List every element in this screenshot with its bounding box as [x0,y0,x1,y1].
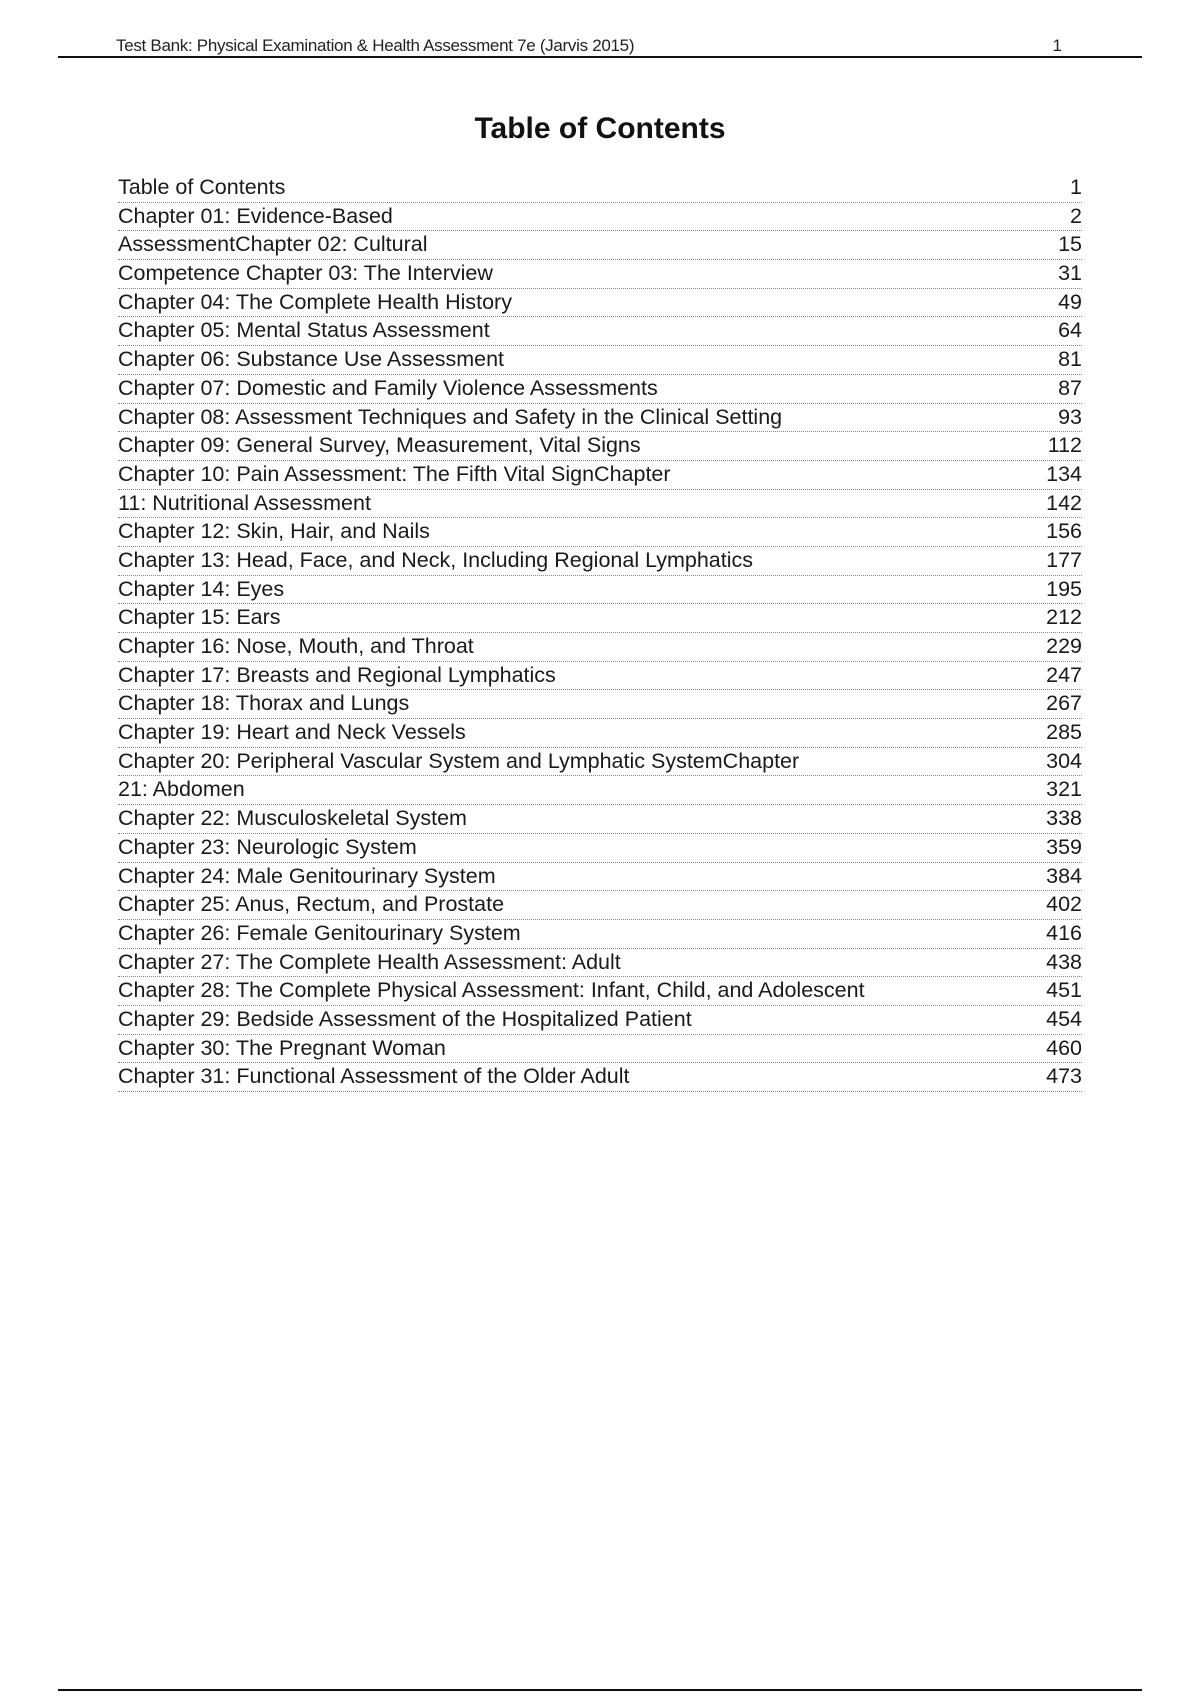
toc-entry-page: 212 [1046,605,1082,630]
toc-entry-label: Competence Chapter 03: The Interview [118,261,493,286]
toc-entry-label: Table of Contents [118,175,286,199]
toc-entry[interactable] [118,317,1082,346]
toc-entry-page: 93 [1058,404,1082,429]
toc-entry-page: 338 [1046,806,1082,831]
toc-entry-label: Chapter 06: Substance Use Assessment [118,347,505,372]
toc-entry[interactable] [118,432,1082,461]
toc-entry-label: Chapter 12: Skin, Hair, and Nails [118,519,430,544]
toc-entry-label: Chapter 13: Head, Face, and Neck, Including Regional Lymphatics [118,547,754,572]
document-title: Test Bank: Physical Examination & Health Assessment 7e (Jarvis 2015) [116,36,635,55]
toc-entry[interactable] [118,289,1082,318]
toc-entry-label: AssessmentChapter 02: Cultural [118,232,428,257]
toc-entry-page: 31 [1058,261,1082,286]
toc-entry-label: Chapter 22: Musculoskeletal System [118,806,467,831]
toc-entry[interactable] [118,576,1082,605]
toc-entry[interactable] [118,748,1082,777]
toc-entry-page: 359 [1046,834,1082,859]
toc-entry-label: Chapter 25: Anus, Rectum, and Prostate [118,892,505,917]
toc-entry-page: 142 [1046,490,1082,515]
toc-entry[interactable] [118,260,1082,289]
toc-entry-page: 156 [1046,519,1082,544]
footer-rule [58,1689,1142,1691]
toc-entry-page: 1 [1070,175,1082,199]
toc-entry-page: 87 [1058,375,1082,400]
toc-entry-label: Chapter 05: Mental Status Assessment [118,318,490,343]
toc-heading: Table of Contents [474,112,726,145]
toc-entry[interactable] [118,920,1082,949]
toc-list [118,174,1082,1092]
toc-entry[interactable] [118,949,1082,978]
toc-entry[interactable] [118,375,1082,404]
toc-entry[interactable] [118,1063,1082,1092]
toc-entry[interactable] [118,805,1082,834]
toc-entry-page: 112 [1047,433,1082,458]
toc-entry-label: 11: Nutritional Assessment [118,490,371,515]
toc-entry[interactable] [118,231,1082,260]
toc-entry-label: Chapter 29: Bedside Assessment of the Hospitalized Patient [118,1006,692,1031]
toc-entry[interactable] [118,633,1082,662]
toc-entry-page: 229 [1046,634,1082,658]
toc-entry[interactable] [118,547,1082,576]
toc-entry-page: 473 [1046,1064,1082,1089]
toc-entry-page: 49 [1058,289,1082,314]
toc-entry[interactable] [118,1006,1082,1035]
toc-entry-label: Chapter 01: Evidence-Based [118,203,393,228]
toc-entry-label: 21: Abdomen [118,777,245,802]
toc-entry[interactable] [118,863,1082,892]
toc-entry[interactable] [118,461,1082,490]
toc-entry-page: 64 [1058,318,1082,343]
toc-entry-label: Chapter 20: Peripheral Vascular System and Lymphatic SystemChapter [118,748,800,773]
toc-entry-label: Chapter 31: Functional Assessment of the Older Adult [118,1064,630,1089]
toc-entry-page: 134 [1046,461,1082,486]
toc-entry-label: Chapter 17: Breasts and Regional Lymphatics [118,662,556,687]
toc-entry-page: 285 [1046,720,1082,745]
toc-entry-label: Chapter 23: Neurologic System [118,834,417,859]
toc-entry[interactable] [118,203,1082,232]
toc-entry-label: Chapter 27: The Complete Health Assessment: Adult [118,949,621,974]
toc-entry-page: 451 [1046,978,1082,1003]
header-page-number: 1 [1052,36,1062,55]
toc-entry[interactable] [118,662,1082,691]
toc-entry-label: Chapter 28: The Complete Physical Assessment: Infant, Child, and Adolescent [118,978,865,1003]
toc-entry-page: 416 [1046,920,1082,945]
toc-entry-page: 384 [1046,863,1082,888]
toc-entry-page: 195 [1046,576,1082,601]
toc-entry[interactable] [118,518,1082,547]
toc-entry-label: Chapter 26: Female Genitourinary System [118,920,521,945]
toc-entry-label: Chapter 24: Male Genitourinary System [118,863,496,888]
toc-entry-page: 81 [1058,347,1082,372]
toc-entry-page: 247 [1046,662,1082,687]
toc-entry-label: Chapter 07: Domestic and Family Violence Assessments [118,375,658,400]
toc-entry[interactable] [118,174,1082,203]
toc-entry-page: 460 [1046,1035,1082,1060]
toc-entry[interactable] [118,834,1082,863]
toc-entry[interactable] [118,604,1082,633]
toc-entry-label: Chapter 14: Eyes [118,576,285,601]
toc-entry[interactable] [118,404,1082,433]
toc-entry[interactable] [118,776,1082,805]
toc-entry-page: 2 [1070,203,1082,228]
toc-entry[interactable] [118,346,1082,375]
toc-entry[interactable] [118,1035,1082,1064]
toc-entry[interactable] [118,891,1082,920]
toc-entry-label: Chapter 15: Ears [118,605,281,630]
toc-entry-label: Chapter 19: Heart and Neck Vessels [118,720,466,745]
toc-entry[interactable] [118,977,1082,1006]
toc-entry[interactable] [118,690,1082,719]
toc-entry-page: 15 [1058,232,1082,257]
toc-entry-label: Chapter 10: Pain Assessment: The Fifth Vital SignChapter [118,461,671,486]
toc-entry-page: 267 [1046,691,1082,716]
toc-entry-label: Chapter 08: Assessment Techniques and Safety in the Clinical Setting [118,404,783,429]
toc-entry[interactable] [118,719,1082,748]
toc-entry[interactable] [118,490,1082,519]
page-header [58,30,1142,58]
toc-entry-label: Chapter 16: Nose, Mouth, and Throat [118,634,474,658]
toc-entry-page: 402 [1046,892,1082,917]
toc-entry-label: Chapter 04: The Complete Health History [118,289,512,314]
toc-entry-page: 321 [1046,777,1082,802]
toc-entry-page: 454 [1046,1006,1082,1031]
toc-entry-label: Chapter 30: The Pregnant Woman [118,1035,446,1060]
toc-entry-label: Chapter 09: General Survey, Measurement, Vital Signs [118,433,641,458]
toc-entry-page: 438 [1046,949,1082,974]
toc-entry-page: 177 [1046,547,1082,572]
toc-entry-page: 304 [1046,748,1082,773]
toc-entry-label: Chapter 18: Thorax and Lungs [118,691,410,716]
